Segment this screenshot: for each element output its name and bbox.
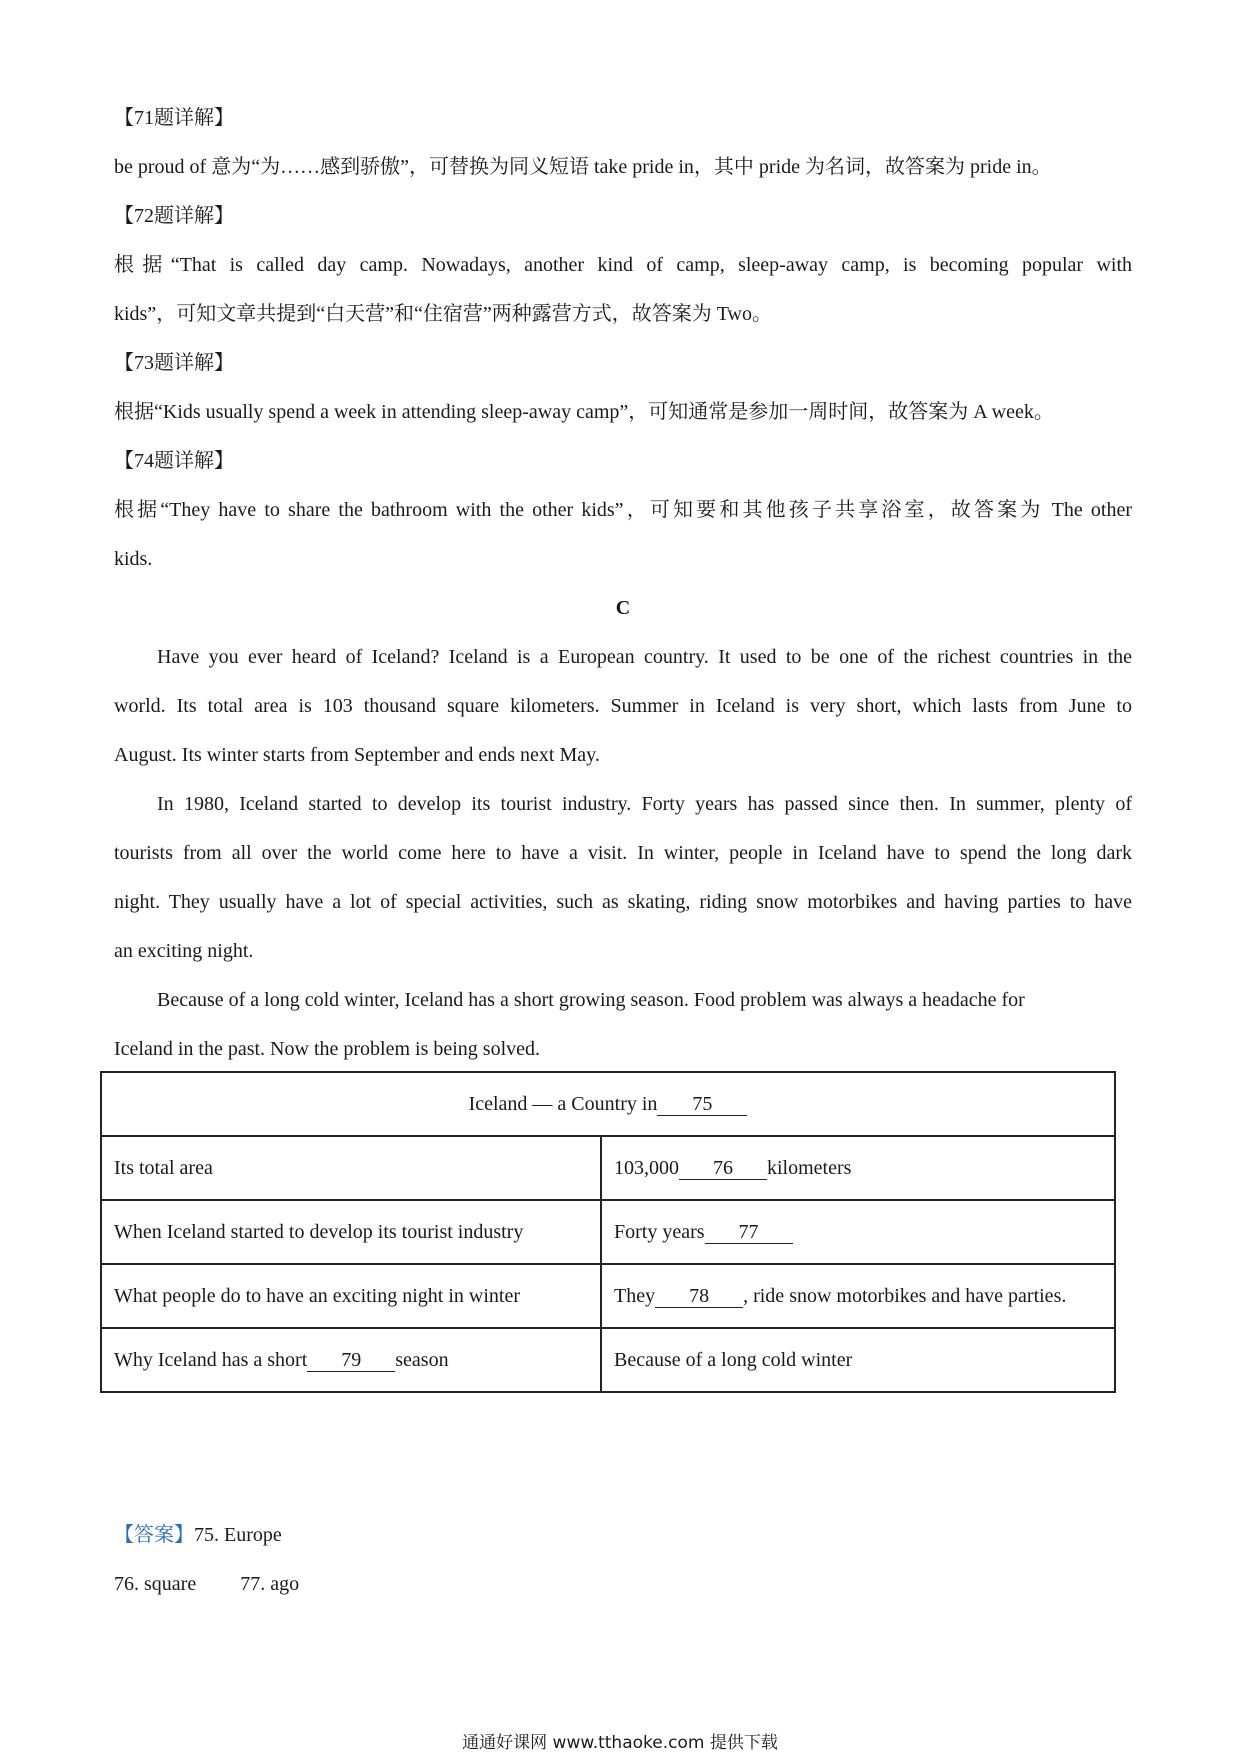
passage-p2-line3: night. They usually have a lot of special activities, such as skating, riding snow motorbikes and having parties to have (114, 891, 1132, 913)
passage-p1-line2: world. Its total area is 103 thousand square kilometers. Summer in Iceland is very short, which lasts from June to (114, 695, 1132, 717)
row3-left: What people do to have an exciting night in winter (101, 1264, 601, 1328)
row1-right (601, 1136, 1115, 1200)
page-footer: 通通好课网 www.tthaoke.com 提供下载 (462, 1733, 778, 1753)
q74-heading: 【74题详解】 (114, 450, 234, 472)
iceland-table (100, 1071, 1116, 1393)
passage-p1-line1: Have you ever heard of Iceland? Iceland is a European country. It used to be one of the richest countries in the (157, 646, 1132, 668)
table-title: Iceland — a Country in (468, 1092, 658, 1115)
table-row (101, 1328, 1115, 1392)
row4-right: Because of a long cold winter (601, 1328, 1115, 1392)
passage-p1-line3: August. Its winter starts from September and ends next May. (114, 744, 600, 766)
answer-line1 (114, 1511, 1132, 1560)
q74-explanation-line1: 根据“They have to share the bathroom with the other kids”，可知要和其他孩子共享浴室，故答案为 The other (114, 499, 1132, 521)
row1-left: Its total area (101, 1136, 601, 1200)
answer-75: 75. Europe (194, 1524, 282, 1546)
q71-explanation: be proud of 意为“为……感到骄傲”，可替换为同义短语 take pride in，其中 pride 为名词，故答案为 pride in。 (114, 156, 1052, 178)
blank-75: 75 (657, 1093, 747, 1116)
q73-explanation: 根据“Kids usually spend a week in attending sleep-away camp”，可知通常是参加一周时间，故答案为 A week。 (114, 401, 1054, 423)
passage-p3-line1: Because of a long cold winter, Iceland has a short growing season. Food problem was always a headache for (157, 989, 1025, 1011)
passage-p2-line2: tourists from all over the world come here to have a visit. In winter, people in Iceland have to spend the long dark (114, 842, 1132, 864)
table-title-row (101, 1072, 1115, 1136)
passage-title: C (615, 597, 631, 619)
row3-right (601, 1264, 1115, 1328)
q74-explanation-line2: kids. (114, 548, 153, 570)
passage-p2-line4: an exciting night. (114, 940, 254, 962)
answer-76: 76. square (114, 1573, 197, 1595)
q72-heading: 【72题详解】 (114, 205, 234, 227)
row1-right-post: kilometers (767, 1156, 852, 1179)
table-row (101, 1136, 1115, 1200)
q72-explanation-line2: kids”，可知文章共提到“白天营”和“住宿营”两种露营方式，故答案为 Two。 (114, 303, 772, 325)
q73-heading: 【73题详解】 (114, 352, 234, 374)
row3-right-post: , ride snow motorbikes and have parties. (743, 1284, 1067, 1307)
row1-right-pre: 103,000 (614, 1156, 679, 1179)
passage-p3-line2: Iceland in the past. Now the problem is being solved. (114, 1038, 541, 1060)
table-row (101, 1200, 1115, 1264)
answer-line2 (114, 1560, 1132, 1609)
answer-77: 77. ago (240, 1573, 300, 1595)
blank-77: 77 (705, 1221, 793, 1244)
row4-left-post: season (395, 1348, 449, 1371)
table-row (101, 1264, 1115, 1328)
row2-right (601, 1200, 1115, 1264)
row4-left-pre: Why Iceland has a short (114, 1348, 308, 1371)
blank-78: 78 (655, 1285, 743, 1308)
passage-p2-line1: In 1980, Iceland started to develop its tourist industry. Forty years has passed since then. In summer, plenty of (157, 793, 1132, 815)
row2-left: When Iceland started to develop its tourist industry (101, 1200, 601, 1264)
row3-right-pre: They (614, 1284, 656, 1307)
q72-explanation-line1: 根据“That is called day camp. Nowadays, another kind of camp, sleep-away camp, is becoming popular with (114, 254, 1132, 276)
row4-left (101, 1328, 601, 1392)
row2-right-pre: Forty years (614, 1220, 705, 1243)
blank-76: 76 (679, 1157, 767, 1180)
answer-tag: 【答案】 (114, 1524, 194, 1546)
q71-heading: 【71题详解】 (114, 107, 234, 129)
blank-79: 79 (307, 1349, 395, 1372)
table-title-cell (101, 1072, 1115, 1136)
